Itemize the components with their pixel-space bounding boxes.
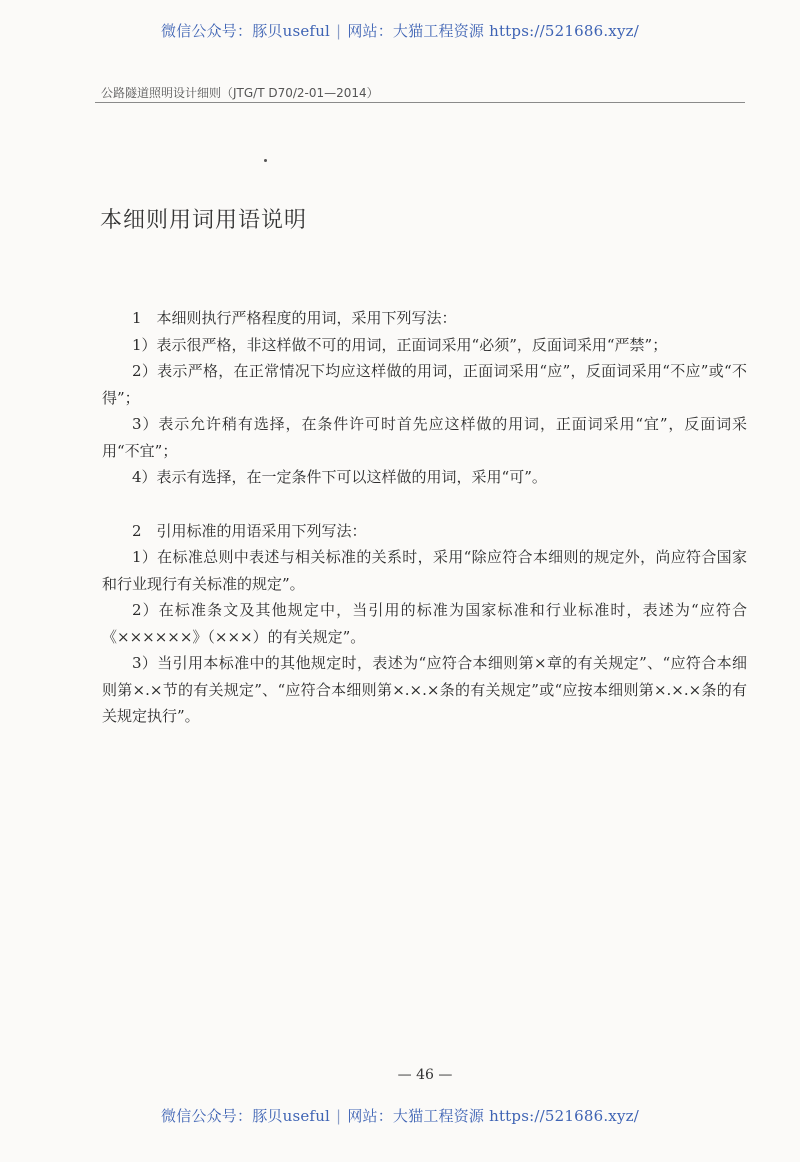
watermark-website: 网站：大猫工程资源 https://521686.xyz/ — [347, 1107, 639, 1125]
watermark-separator: | — [336, 22, 342, 40]
section-1-item: 2）表示严格，在正常情况下均应这样做的用词，正面词采用“应”，反面词采用“不应”或“不得”； — [102, 362, 747, 407]
page-number: — 46 — — [397, 1067, 453, 1083]
section-gap — [102, 491, 747, 518]
document-body — [102, 305, 747, 730]
watermark-separator: | — [336, 1107, 342, 1125]
page-title: 本细则用词用语说明 — [100, 208, 308, 233]
watermark-wechat: 微信公众号：豚贝useful — [161, 22, 331, 40]
section-2-item: 1）在标准总则中表述与相关标准的关系时，采用“除应符合本细则的规定外，尚应符合国家和行业现行有关标准的规定”。 — [102, 548, 747, 593]
watermark-bottom — [0, 1105, 800, 1126]
section-1-heading: 1 本细则执行严格程度的用词，采用下列写法： — [132, 309, 457, 327]
scan-speck — [264, 159, 267, 162]
watermark-website: 网站：大猫工程资源 https://521686.xyz/ — [347, 22, 639, 40]
section-1-item: 1）表示很严格，非这样做不可的用词，正面词采用“必须”，反面词采用“严禁”； — [132, 335, 668, 354]
section-2-item: 3）当引用本标准中的其他规定时，表述为“应符合本细则第×章的有关规定”、“应符合本细则第×.×节的有关规定”、“应符合本细则第×.×.×条的有关规定”或“应按本细则第×.×.×条的有关规定执行”。 — [102, 654, 747, 725]
running-header: 公路隧道照明设计细则（JTG/T D70/2-01—2014） — [101, 86, 379, 100]
section-2-item: 2）在标准条文及其他规定中，当引用的标准为国家标准和行业标准时，表述为“应符合《××××××》（×××）的有关规定”。 — [102, 601, 747, 646]
section-1-item: 4）表示有选择，在一定条件下可以这样做的用词，采用“可”。 — [132, 468, 547, 486]
watermark-top — [0, 20, 800, 41]
section-2-heading: 2 引用标准的用语采用下列写法： — [132, 521, 367, 540]
section-1-item: 3）表示允许稍有选择，在条件许可时首先应这样做的用词，正面词采用“宜”，反面词采用“不宜”； — [102, 415, 747, 460]
watermark-wechat: 微信公众号：豚贝useful — [161, 1107, 331, 1125]
header-divider — [95, 102, 745, 103]
